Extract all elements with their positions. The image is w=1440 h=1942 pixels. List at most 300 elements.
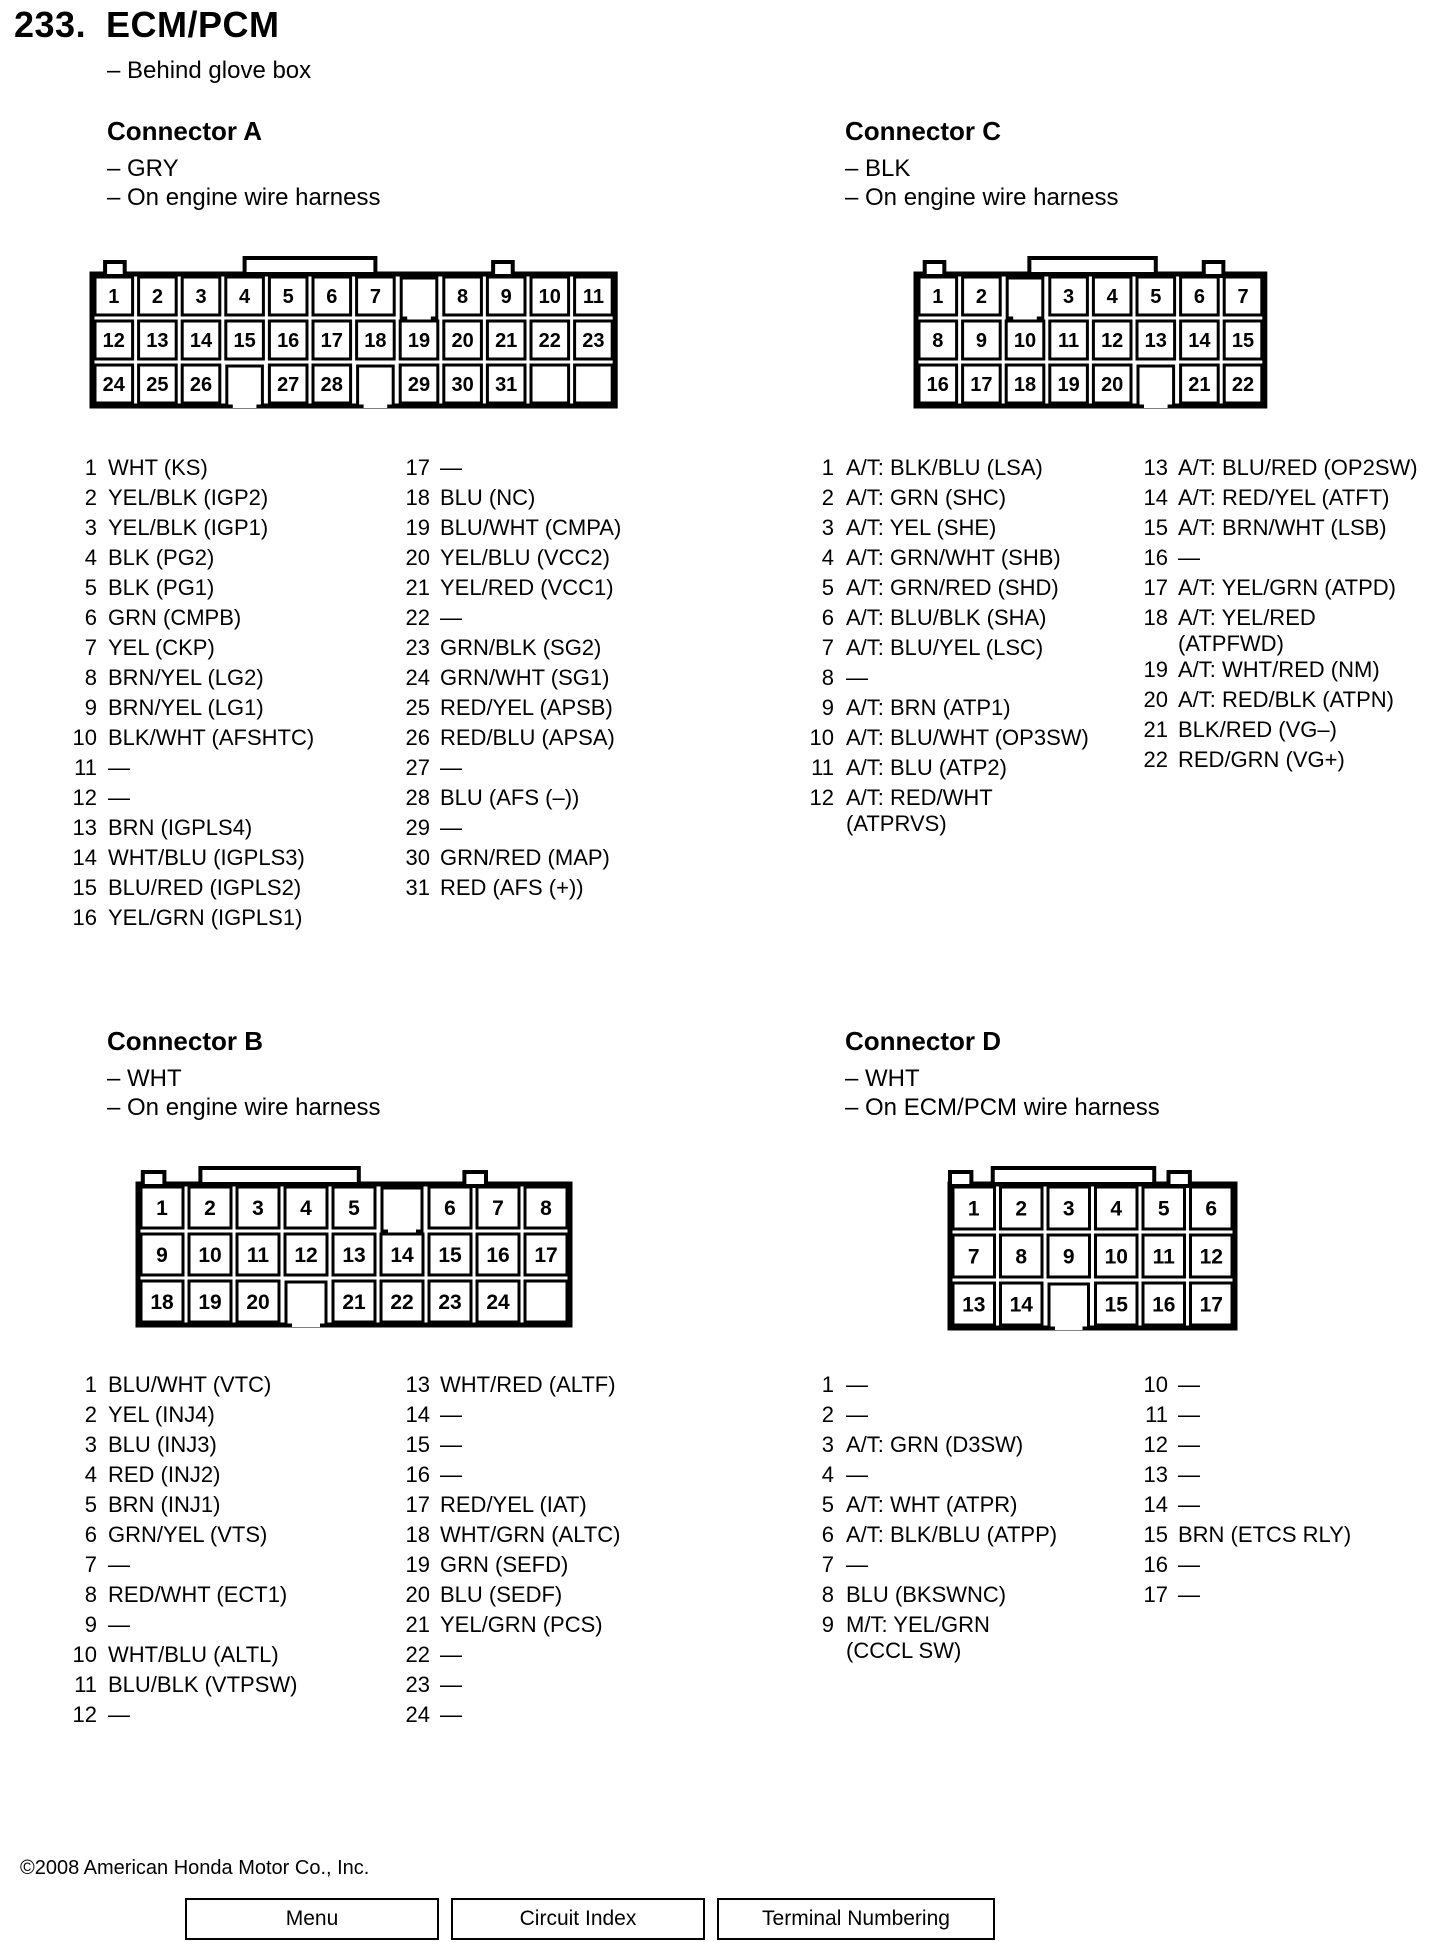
pin-description: RED (AFS (+)) — [440, 875, 584, 900]
pin-number: 31 — [405, 875, 430, 900]
connector-c-cavity-label: 16 — [926, 374, 949, 397]
connector-a-cavity-label: 28 — [320, 374, 343, 397]
connector-c-cavity-label: 22 — [1231, 374, 1255, 397]
pin-number: 15 — [1143, 515, 1168, 540]
pin-number: 12 — [1143, 1432, 1168, 1457]
connector-b-cavity-label: 13 — [342, 1244, 366, 1268]
pin-description: — — [1178, 1492, 1200, 1517]
pin-description: WHT/BLU (ALTL) — [108, 1642, 279, 1667]
pin-description: — — [440, 1642, 462, 1667]
pin-description: — — [1178, 545, 1200, 570]
pin-description: M/T: YEL/GRN (CCCL SW) — [846, 1612, 990, 1663]
connector-c-cavity-label: 6 — [1193, 286, 1205, 309]
connector-b-cavity-label: 16 — [486, 1244, 510, 1268]
pin-number: 18 — [1143, 605, 1168, 630]
connector-b-cavity-label: 23 — [438, 1291, 462, 1315]
connector-d-cavity-label: 2 — [1015, 1197, 1028, 1221]
pin-number: 3 — [84, 1432, 97, 1457]
pin-description: BLU (BKSWNC) — [846, 1582, 1007, 1607]
connector-c-cavity-label: 19 — [1057, 374, 1080, 397]
pin-description: — — [1178, 1402, 1200, 1427]
pin-number: 9 — [821, 695, 834, 720]
pin-description: RED/YEL (APSB) — [440, 695, 613, 720]
pin-description: — — [1178, 1462, 1200, 1487]
pin-number: 18 — [405, 485, 430, 510]
connector-c-cavity-label: 20 — [1101, 374, 1124, 397]
pin-description: — — [440, 455, 462, 480]
connector-b-cavity-label: 10 — [198, 1244, 222, 1268]
pin-number: 6 — [821, 1522, 834, 1547]
connector-d-cavity-label: 10 — [1104, 1245, 1128, 1269]
pin-description: A/T: BLU/BLK (SHA) — [846, 605, 1047, 630]
connector-a-cavity-label: 11 — [582, 286, 604, 309]
component-location: – Behind glove box — [107, 57, 312, 84]
pin-number: 21 — [405, 1612, 430, 1637]
pin-number: 2 — [84, 485, 97, 510]
connector-a-cavity-label: 2 — [151, 286, 163, 309]
component-name: ECM/PCM — [106, 4, 280, 45]
pin-number: 17 — [1143, 575, 1168, 600]
pin-description: A/T: RED/BLK (ATPN) — [1178, 687, 1394, 712]
pin-description: YEL/BLK (IGP2) — [108, 485, 269, 510]
connector-a-cavity-label: 23 — [582, 330, 605, 353]
pin-description: A/T: YEL/GRN (ATPD) — [1178, 575, 1397, 600]
pin-number: 7 — [821, 635, 834, 660]
pin-number: 2 — [84, 1402, 97, 1427]
connector-b-cavity-label: 1 — [156, 1197, 168, 1221]
pin-description: YEL (CKP) — [108, 635, 215, 660]
connector-d-cavity-label: 12 — [1199, 1245, 1223, 1269]
pin-description: — — [1178, 1432, 1200, 1457]
pin-number: 8 — [84, 665, 97, 690]
pin-description: — — [1178, 1582, 1200, 1607]
pin-number: 20 — [1143, 687, 1168, 712]
pin-description: BLK (PG1) — [108, 575, 215, 600]
pin-description: A/T: GRN/RED (SHD) — [846, 575, 1059, 600]
connector-d-cavity-label: 11 — [1152, 1245, 1175, 1269]
pin-number: 3 — [84, 515, 97, 540]
connector-a-cavity-label: 25 — [146, 374, 169, 397]
pin-number: 4 — [84, 1462, 97, 1487]
connector-d-cavity-label: 7 — [967, 1245, 980, 1269]
pin-description: BLK (PG2) — [108, 545, 215, 570]
pin-description: BLU/WHT (VTC) — [108, 1372, 272, 1397]
circuit-index-button[interactable]: Circuit Index — [451, 1898, 705, 1940]
connector-b-cavity-label: 20 — [246, 1291, 270, 1315]
pin-description: RED/GRN (VG+) — [1178, 747, 1345, 772]
pin-description: A/T: BRN (ATP1) — [846, 695, 1011, 720]
connector-c-cavity-label: 17 — [970, 374, 993, 397]
pin-description: A/T: BLU/WHT (OP3SW) — [846, 725, 1089, 750]
connector-a-cavity-label: 12 — [102, 330, 125, 353]
pin-description: BLU/WHT (CMPA) — [440, 515, 622, 540]
pin-number: 15 — [72, 875, 97, 900]
connector-a-cavity-label: 10 — [538, 286, 561, 309]
connector-b-cavity-label: 4 — [300, 1197, 312, 1221]
connector-a-cavity-label: 17 — [320, 330, 343, 353]
pin-number: 12 — [72, 785, 97, 810]
pin-description: — — [846, 1402, 868, 1427]
connector-d-cavity-label: 17 — [1199, 1293, 1223, 1317]
pin-number: 20 — [405, 1582, 430, 1607]
pin-description: A/T: GRN/WHT (SHB) — [846, 545, 1061, 570]
connector-c-cavity-label: 13 — [1144, 330, 1167, 353]
connector-a-cavity-label: 7 — [369, 286, 381, 309]
pin-number: 23 — [405, 1672, 430, 1697]
pin-description: BRN (INJ1) — [108, 1492, 221, 1517]
pin-number: 18 — [405, 1522, 430, 1547]
connector-b-cavity-label: 9 — [156, 1244, 168, 1268]
connector-d-title: Connector D — [845, 1026, 1001, 1056]
connector-b-harness: – On engine wire harness — [107, 1094, 381, 1121]
pin-description: BLK/WHT (AFSHTC) — [108, 725, 315, 750]
pin-number: 1 — [821, 455, 834, 480]
pin-number: 16 — [405, 1462, 430, 1487]
pin-description: — — [440, 1702, 462, 1727]
pin-description: YEL/GRN (IGPLS1) — [108, 905, 303, 930]
pin-description: BLU (AFS (–)) — [440, 785, 580, 810]
pin-number: 6 — [821, 605, 834, 630]
connector-b-cavity-label: 14 — [390, 1244, 414, 1268]
connector-a-cavity-label: 16 — [277, 330, 300, 353]
connector-b-cavity-label: 6 — [444, 1197, 456, 1221]
pin-number: 8 — [821, 665, 834, 690]
pin-number: 11 — [74, 1672, 97, 1697]
pin-description: A/T: RED/WHT (ATPRVS) — [846, 785, 993, 836]
connector-a-cavity-label: 27 — [277, 374, 300, 397]
pin-number: 14 — [405, 1402, 430, 1427]
pin-number: 3 — [821, 515, 834, 540]
pin-number: 15 — [405, 1432, 430, 1457]
pin-number: 22 — [405, 1642, 430, 1667]
pin-description: — — [1178, 1552, 1200, 1577]
pin-description: — — [440, 755, 462, 780]
pin-description: A/T: BRN/WHT (LSB) — [1178, 515, 1387, 540]
connector-d-cavity-label: 16 — [1152, 1293, 1176, 1317]
connector-b-cavity-label: 24 — [486, 1291, 510, 1315]
pin-number: 7 — [821, 1552, 834, 1577]
connector-b-cavity-label: 12 — [294, 1244, 318, 1268]
connector-a-cavity-label: 3 — [195, 286, 207, 309]
connector-c-cavity-label: 14 — [1188, 330, 1211, 353]
connector-c-cavity-label: 9 — [975, 330, 987, 353]
pin-description: A/T: RED/YEL (ATFT) — [1178, 485, 1390, 510]
pin-number: 27 — [405, 755, 430, 780]
pin-description: A/T: BLU (ATP2) — [846, 755, 1007, 780]
pin-number: 6 — [84, 1522, 97, 1547]
page-number: 233. — [14, 4, 87, 45]
connector-b-cavity-label: 7 — [492, 1197, 504, 1221]
pin-number: 4 — [84, 545, 97, 570]
connector-a-title: Connector A — [107, 116, 263, 146]
connector-c-cavity-label: 5 — [1150, 286, 1162, 309]
connector-a-cavity-label: 20 — [451, 330, 474, 353]
pin-number: 13 — [405, 1372, 430, 1397]
pin-number: 7 — [84, 1552, 97, 1577]
connector-b-title: Connector B — [107, 1026, 263, 1056]
pin-description: A/T: BLU/YEL (LSC) — [846, 635, 1044, 660]
pin-description: — — [440, 1462, 462, 1487]
pin-description: A/T: BLK/BLU (ATPP) — [846, 1522, 1058, 1547]
connector-b-cavity-label: 2 — [204, 1197, 216, 1221]
pin-description: BRN (IGPLS4) — [108, 815, 253, 840]
pin-number: 2 — [821, 485, 834, 510]
pin-number: 30 — [405, 845, 430, 870]
pin-description: — — [108, 1612, 130, 1637]
pin-description: BRN (ETCS RLY) — [1178, 1522, 1352, 1547]
pin-description: — — [108, 755, 130, 780]
pin-number: 17 — [405, 455, 430, 480]
pin-number: 13 — [72, 815, 97, 840]
pin-description: — — [846, 1462, 868, 1487]
connector-b-cavity-label: 22 — [390, 1291, 414, 1315]
pin-number: 19 — [1143, 657, 1168, 682]
connector-a-cavity-label: 4 — [239, 286, 251, 309]
pin-number: 5 — [84, 1492, 97, 1517]
pin-number: 10 — [72, 1642, 97, 1667]
connector-b-cavity-label: 8 — [540, 1197, 552, 1221]
connector-a-cavity-label: 5 — [282, 286, 294, 309]
pin-description: — — [440, 1672, 462, 1697]
connector-c-cavity-label: 4 — [1106, 286, 1118, 309]
pin-number: 10 — [1143, 1372, 1168, 1397]
connector-d-cavity-label: 14 — [1009, 1293, 1033, 1317]
pin-number: 26 — [405, 725, 430, 750]
connector-d-color: – WHT — [845, 1065, 920, 1092]
pin-number: 3 — [821, 1432, 834, 1457]
pin-description: BLU (NC) — [440, 485, 536, 510]
connector-d-cavity-label: 9 — [1062, 1245, 1075, 1269]
pin-number: 20 — [405, 545, 430, 570]
pin-number: 12 — [809, 785, 834, 810]
connector-d-cavity-label: 1 — [967, 1197, 980, 1221]
pin-number: 4 — [821, 545, 834, 570]
pin-description: WHT/BLU (IGPLS3) — [108, 845, 305, 870]
pin-description: — — [846, 1372, 868, 1397]
connector-c-cavity-label: 7 — [1237, 286, 1249, 309]
pin-number: 14 — [1143, 1492, 1168, 1517]
connector-a-cavity-label: 19 — [407, 330, 431, 353]
connector-d-cavity-label: 5 — [1157, 1197, 1170, 1221]
pin-number: 1 — [84, 1372, 97, 1397]
pin-number: 6 — [84, 605, 97, 630]
menu-button[interactable]: Menu — [185, 1898, 439, 1940]
pin-number: 19 — [405, 1552, 430, 1577]
connector-c-cavity-label: 11 — [1058, 330, 1080, 353]
pin-description: GRN/RED (MAP) — [440, 845, 610, 870]
pin-description: WHT/RED (ALTF) — [440, 1372, 616, 1397]
pin-description: — — [846, 665, 868, 690]
pin-description: — — [1178, 1372, 1200, 1397]
connector-a-cavity-label: 13 — [146, 330, 169, 353]
connector-a-cavity-label: 9 — [500, 286, 512, 309]
pin-description: YEL/BLU (VCC2) — [440, 545, 610, 570]
pin-description: GRN (CMPB) — [108, 605, 242, 630]
pin-description: RED (INJ2) — [108, 1462, 221, 1487]
pin-description: YEL/RED (VCC1) — [440, 575, 614, 600]
connector-b-cavity-label: 19 — [198, 1291, 222, 1315]
connector-c-cavity-label: 3 — [1063, 286, 1075, 309]
pin-number: 24 — [405, 665, 430, 690]
connector-a-cavity-label: 24 — [102, 374, 125, 397]
pin-number: 4 — [821, 1462, 834, 1487]
connector-c-harness: – On engine wire harness — [845, 184, 1119, 211]
pin-description: A/T: BLU/RED (OP2SW) — [1178, 455, 1418, 480]
pin-description: A/T: WHT (ATPR) — [846, 1492, 1018, 1517]
pin-description: YEL/BLK (IGP1) — [108, 515, 269, 540]
connector-a-cavity-label: 26 — [189, 374, 213, 397]
connector-a-harness: – On engine wire harness — [107, 184, 381, 211]
pin-number: 9 — [84, 695, 97, 720]
pin-description: GRN/BLK (SG2) — [440, 635, 602, 660]
pin-number: 10 — [809, 725, 834, 750]
connector-c-cavity-label: 12 — [1101, 330, 1124, 353]
connector-a-cavity-label: 18 — [364, 330, 387, 353]
pin-description: — — [108, 1552, 130, 1577]
connector-a-cavity-label: 29 — [407, 374, 431, 397]
connector-b-cavity-label: 17 — [534, 1244, 558, 1268]
connector-c-cavity-label: 21 — [1188, 374, 1211, 397]
pin-number: 21 — [1143, 717, 1168, 742]
pin-description: WHT/GRN (ALTC) — [440, 1522, 621, 1547]
pin-number: 16 — [1143, 545, 1168, 570]
connector-c-cavity-label: 15 — [1231, 330, 1255, 353]
connector-c-cavity-label: 10 — [1013, 330, 1037, 353]
pin-description: BRN/YEL (LG2) — [108, 665, 264, 690]
connector-a-cavity-label: 30 — [451, 374, 474, 397]
pin-number: 8 — [821, 1582, 834, 1607]
pin-description: — — [440, 1432, 462, 1457]
pin-description: — — [440, 1402, 462, 1427]
pin-description: — — [108, 785, 130, 810]
pin-description: A/T: YEL/RED (ATPFWD) — [1178, 605, 1316, 656]
connector-a-cavity-label: 8 — [457, 286, 469, 309]
pin-description: — — [846, 1552, 868, 1577]
pin-description: A/T: GRN (SHC) — [846, 485, 1007, 510]
connector-d-cavity-label: 15 — [1104, 1293, 1128, 1317]
connector-a-cavity-label: 6 — [326, 286, 338, 309]
pin-number: 17 — [1143, 1582, 1168, 1607]
pin-number: 19 — [405, 515, 430, 540]
pin-description: RED/WHT (ECT1) — [108, 1582, 288, 1607]
connector-a-cavity-label: 22 — [538, 330, 561, 353]
pin-number: 7 — [84, 635, 97, 660]
pin-description: A/T: BLK/BLU (LSA) — [846, 455, 1043, 480]
pin-number: 11 — [1145, 1402, 1168, 1427]
pin-number: 13 — [1143, 455, 1168, 480]
copyright: ©2008 American Honda Motor Co., Inc. — [20, 1857, 370, 1879]
pin-number: 1 — [84, 455, 97, 480]
pin-number: 14 — [72, 845, 97, 870]
pin-number: 21 — [405, 575, 430, 600]
pin-description: A/T: GRN (D3SW) — [846, 1432, 1024, 1457]
pin-description: BRN/YEL (LG1) — [108, 695, 264, 720]
connector-b-cavity-label: 18 — [150, 1291, 174, 1315]
pin-number: 13 — [1143, 1462, 1168, 1487]
pin-number: 29 — [405, 815, 430, 840]
pin-number: 14 — [1143, 485, 1168, 510]
connector-a-cavity-label: 31 — [495, 374, 518, 397]
pin-number: 12 — [72, 1702, 97, 1727]
pin-number: 17 — [405, 1492, 430, 1517]
pin-description: BLU (INJ3) — [108, 1432, 217, 1457]
pin-description: — — [440, 815, 462, 840]
connector-d-cavity-label: 4 — [1110, 1197, 1123, 1221]
pin-number: 5 — [821, 1492, 834, 1517]
pin-description: GRN/YEL (VTS) — [108, 1522, 268, 1547]
pin-number: 9 — [84, 1612, 97, 1637]
pin-description: BLK/RED (VG–) — [1178, 717, 1337, 742]
connector-b-cavity-label: 5 — [348, 1197, 360, 1221]
pin-description: GRN/WHT (SG1) — [440, 665, 610, 690]
pin-number: 16 — [72, 905, 97, 930]
pin-number: 8 — [84, 1582, 97, 1607]
pin-description: YEL (INJ4) — [108, 1402, 215, 1427]
pin-description: YEL/GRN (PCS) — [440, 1612, 603, 1637]
connector-d-cavity-label: 6 — [1205, 1197, 1218, 1221]
pin-description: BLU/RED (IGPLS2) — [108, 875, 302, 900]
pin-number: 22 — [405, 605, 430, 630]
terminal-numbering-button[interactable]: Terminal Numbering — [717, 1898, 995, 1940]
connector-c-title: Connector C — [845, 116, 1001, 146]
pin-description: A/T: WHT/RED (NM) — [1178, 657, 1380, 682]
connector-d-cavity-label: 3 — [1062, 1197, 1075, 1221]
pin-description: BLU (SEDF) — [440, 1582, 563, 1607]
pin-number: 2 — [821, 1402, 834, 1427]
pin-description: — — [440, 605, 462, 630]
connector-c-cavity-label: 18 — [1013, 374, 1037, 397]
pin-number: 5 — [84, 575, 97, 600]
pin-number: 9 — [821, 1612, 834, 1637]
connector-a-color: – GRY — [107, 155, 179, 182]
connector-b-color: – WHT — [107, 1065, 182, 1092]
connector-b-cavity-label: 15 — [438, 1244, 462, 1268]
connector-c-color: – BLK — [845, 155, 911, 182]
pin-description: — — [108, 1702, 130, 1727]
connector-a-cavity-label: 15 — [233, 330, 256, 353]
pin-description: WHT (KS) — [108, 455, 208, 480]
pin-description: GRN (SEFD) — [440, 1552, 569, 1577]
pin-number: 16 — [1143, 1552, 1168, 1577]
connector-b-cavity-label: 11 — [246, 1244, 270, 1268]
pin-description: RED/YEL (IAT) — [440, 1492, 587, 1517]
pin-number: 11 — [74, 755, 97, 780]
connector-d-cavity-label: 8 — [1015, 1245, 1028, 1269]
connector-d-cavity-label: 13 — [962, 1293, 986, 1317]
connector-c-cavity-label: 1 — [932, 286, 944, 309]
connector-c-cavity-label: 8 — [932, 330, 944, 353]
connector-b-cavity-label: 21 — [342, 1291, 366, 1315]
pin-number: 11 — [811, 755, 834, 780]
connector-d-harness: – On ECM/PCM wire harness — [845, 1094, 1160, 1121]
pin-number: 24 — [405, 1702, 430, 1727]
pin-number: 15 — [1143, 1522, 1168, 1547]
connector-a-cavity-label: 1 — [108, 286, 120, 309]
pin-number: 23 — [405, 635, 430, 660]
connector-a-cavity-label: 21 — [495, 330, 518, 353]
connector-b-cavity-label: 3 — [252, 1197, 264, 1221]
pin-description: BLU/BLK (VTPSW) — [108, 1672, 298, 1697]
pin-number: 22 — [1143, 747, 1168, 772]
pin-number: 25 — [405, 695, 430, 720]
pin-description: A/T: YEL (SHE) — [846, 515, 997, 540]
pin-number: 5 — [821, 575, 834, 600]
pin-number: 1 — [821, 1372, 834, 1397]
pin-number: 28 — [405, 785, 430, 810]
pin-number: 10 — [72, 725, 97, 750]
pin-description: RED/BLU (APSA) — [440, 725, 615, 750]
connector-c-cavity-label: 2 — [975, 286, 987, 309]
